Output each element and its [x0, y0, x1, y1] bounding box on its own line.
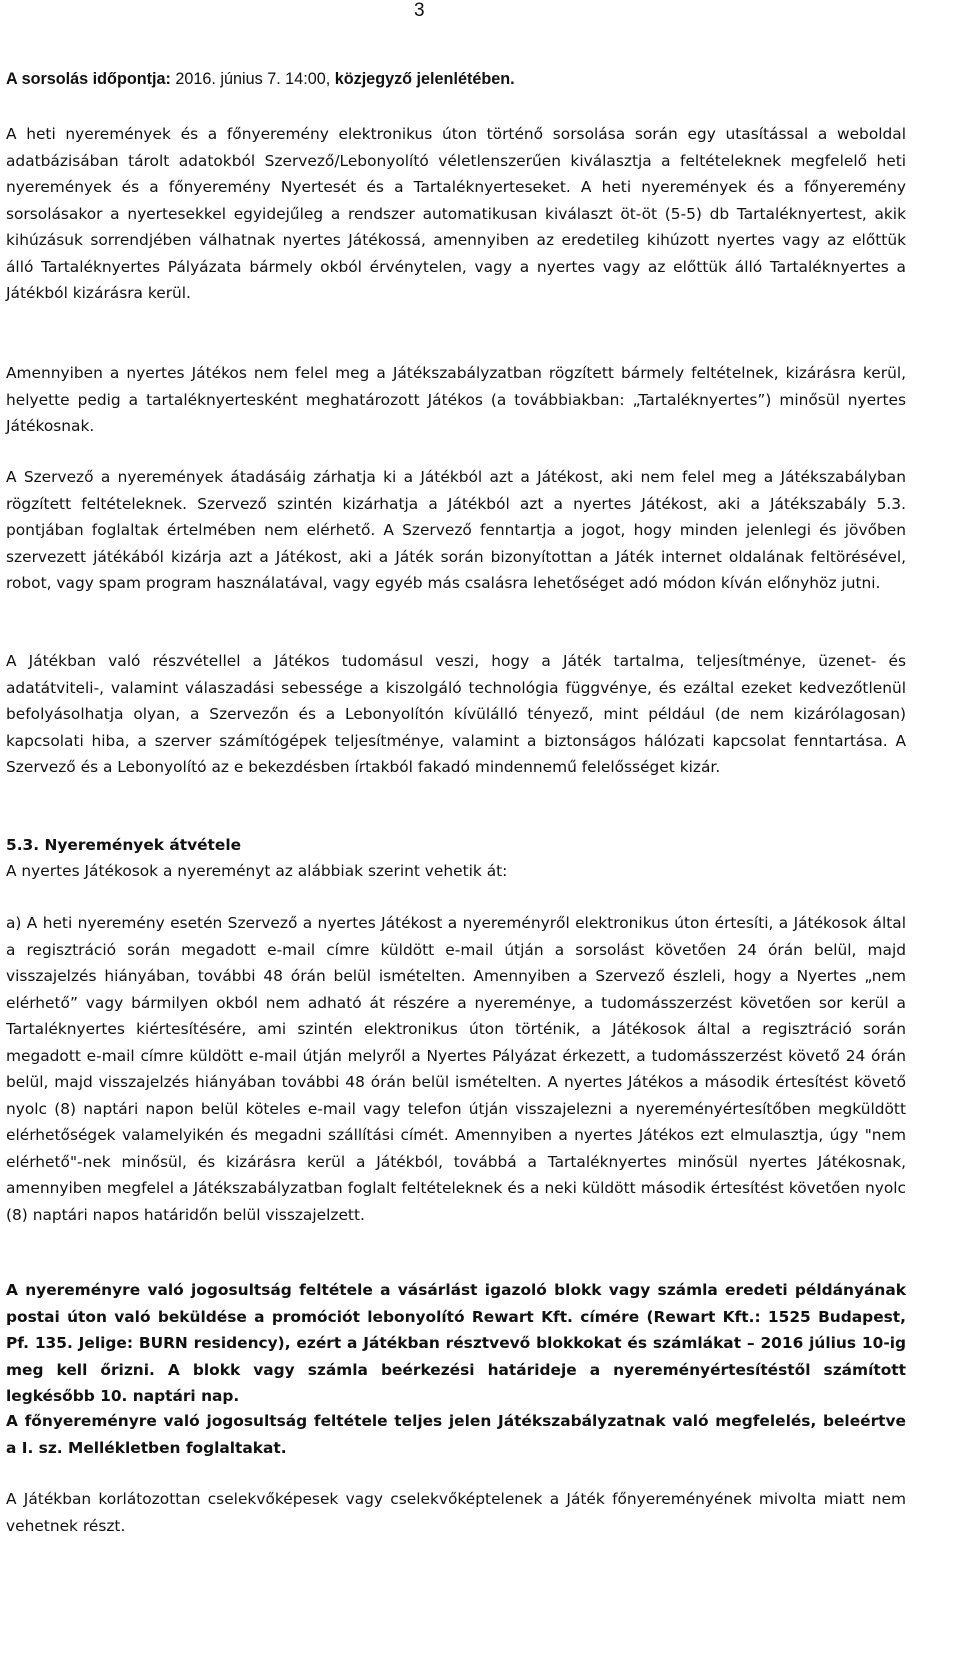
weekly-prize-paragraph: a) A heti nyeremény esetén Szervező a nyertes Játékost a nyereményről elektronikus úton értesíti, a Játékosok által a regisztráció során megadott e-mail címre küldött e-mail útján a sorsolást követően 24 órán belül, majd visszajelzés hiányában, további 48 órán belül ismételten. Amennyiben a Szervező észleli, hogy a Nyertes „nem elérhető” vagy bármilyen okból nem adható át részére a nyereménye, a tudomásszerzést követően sor kerül a Tartaléknyertes kiértesítésére, ami szintén elektronikus úton történik, a Játékosok által a regisztráció során megadott e-mail címre küldött e-mail útján melyről a Nyertes Pályázat érkezett, a tudomásszerzést követő 24 órán belül, majd visszajelzés hiányában további 48 órán belül ismételten. A nyertes Játékos a második értesítést követő nyolc (8) naptári napon belül köteles e-mail vagy telefon útján visszajelezni a nyereményértesítőben megküldött elérhetőségek valamelyikén és megadni szállítási címét. Amennyiben a nyertes Játékos ezt elmulasztja, úgy "nem elérhető"-nek minősül, és kizárásra kerül a Játékból, továbbá a Tartaléknyertes minősül nyertes Játékosnak, amennyiben megfelel a Játékszabályzatban foglalt feltételeknek és a neki küldött második értesítést követően nyolc (8) naptári napos határidőn belül visszajelzett.: [6, 914, 906, 1224]
draw-date-value: 2016. június 7. 14:00,: [175, 70, 331, 88]
section-intro: A nyertes Játékosok a nyereményt az alábbiak szerint vehetik át:: [6, 862, 508, 880]
exclusion-paragraph: A Szervező a nyeremények átadásáig zárhatja ki a Játékból azt a Játékost, aki nem felel meg a Játékszabályban rögzített feltételeknek. Szervező szintén kizárhatja a Játékból azt a nyertes Játékost, aki a Játékszabály 5.3. pontjában foglaltak értelmében nem elérhető. A Szervező fenntartja a jogot, hogy minden jelenlegi és jövőben szervezett játékából kizárja azt a Játékost, aki a Játék során bizonyítottan a Játék internet oldalának feltörésével, robot, vagy spam program használatával, vagy egyéb más csalásra lehetőséget adó módon kíván előnyhöz jutni.: [6, 468, 906, 592]
draw-date-witness: közjegyző jelenlétében.: [334, 70, 515, 88]
receipt-condition-paragraph: A nyereményre való jogosultság feltétele a vásárlást igazoló blokk vagy számla eredeti példányának postai úton való beküldése a promóciót lebonyolító Rewart Kft. címére (Rewart Kft.: 1525 Budapest, Pf. 135. Jelige: BURN residency), ezért a Játékban résztvevő blokkokat és számlákat – 2016 július 10-ig meg kell őrizni. A blokk vagy számla beérkezési határideje a nyereményértesítéstől számított legkésőbb 10. naptári nap.: [6, 1281, 906, 1405]
section-heading: 5.3. Nyeremények átvétele: [6, 836, 242, 854]
page-number: 3: [414, 0, 425, 21]
replacement-winner-paragraph: Amennyiben a nyertes Játékos nem felel meg a Játékszabályzatban rögzített bármely feltételnek, kizárásra kerül, helyette pedig a tartaléknyertesként meghatározott Játékos (a továbbiakban: „Tartaléknyertes”) minősül nyertes Játékosnak.: [6, 364, 906, 435]
liability-paragraph: A Játékban való részvétellel a Játékos tudomásul veszi, hogy a Játék tartalma, teljesítménye, üzenet- és adatátviteli-, valamint válaszadási sebessége a kiszolgáló technológia függvénye, és ezáltal ezeket kedvezőtlenül befolyásolhatja olyan, a Szervezőn és a Lebonyolítón kívülálló tényező, mint például (de nem kizárólagosan) kapcsolati hiba, a szerver számítógépek teljesítménye, valamint a biztonságos hálózati kapcsolat fenntartása. A Szervező és a Lebonyolító az e bekezdésben írtakból fakadó mindennemű felelősséget kizár.: [6, 652, 906, 776]
main-prize-condition-paragraph: A főnyereményre való jogosultság feltétele teljes jelen Játékszabályzatnak való megfelelés, beleértve a I. sz. Mellékletben foglaltakat.: [6, 1412, 906, 1457]
restriction-paragraph: A Játékban korlátozottan cselekvőképesek vagy cselekvőképtelenek a Játék főnyereményének mivolta miatt nem vehetnek részt.: [6, 1490, 906, 1535]
draw-procedure-paragraph: [6, 121, 906, 307]
draw-date-line: [6, 66, 906, 93]
draw-procedure-text-2: A heti nyeremények és a főnyeremény sorsolásakor a nyertesekkel egyidejűleg a rendszer automatikusan kiválaszt öt-öt (5-5) db Tartaléknyertest, akik kihúzásuk sorrendjében válhatnak nyertes Játékossá, amennyiben az eredetileg kihúzott nyertes vagy az előttük álló Tartaléknyertes Pályázata bármely okból érvénytelen, vagy a nyertes vagy az előttük álló Tartaléknyertes a Játékból kizárásra kerül.: [6, 178, 906, 302]
draw-procedure-text-1: A heti nyeremények és a főnyeremény elektronikus úton történő sorsolása során egy utasítással a weboldal adatbázisában tárolt adatokból Szervező/Lebonyolító véletlenszerűen kiválasztja a feltételeknek megfelelő heti nyeremények és a főnyeremény Nyertesét és a Tartaléknyerteseket.: [6, 125, 906, 196]
draw-date-label: A sorsolás időpontja:: [6, 70, 171, 88]
